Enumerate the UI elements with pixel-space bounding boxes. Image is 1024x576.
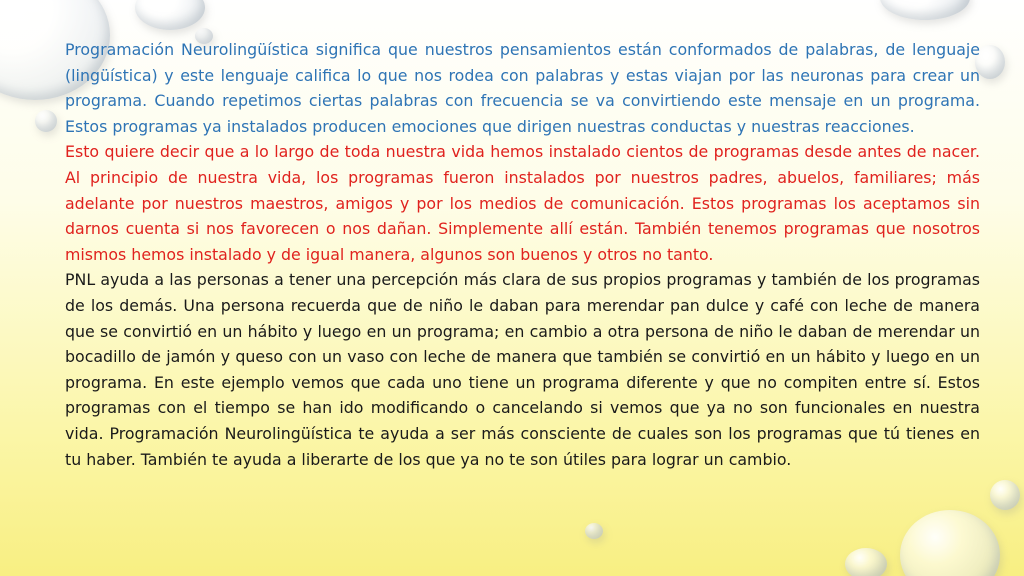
water-drop-decoration bbox=[35, 110, 57, 132]
water-drop-decoration bbox=[585, 523, 603, 539]
paragraph-programs-installed: Esto quiere decir que a lo largo de toda nuestra vida hemos instalado cientos de programas desde antes de nacer. Al principio de nuestra vida, los programas fueron instalados por nuestros padres, abuelos, familiares; más adelante por nuestros maestros, amigos y por los medios de comunicación. Estos programas los aceptamos sin darnos cuenta si nos favorecen o nos dañan. Simplemente allí están. También tenemos programas que nosotros mismos hemos instalado y de igual manera, algunos son buenos y otros no tanto. bbox=[65, 142, 980, 264]
paragraph-definition: Programación Neurolingüística significa que nuestros pensamientos están conformados de palabras, de lenguaje (lingüística) y este lenguaje califica lo que nos rodea con palabras y estas viajan por las neuronas para crear un programa. Cuando repetimos ciertas palabras con frecuencia se va convirtiendo este mensaje en un programa. Estos programas ya instalados producen emociones que dirigen nuestras conductas y nuestras reacciones. bbox=[65, 40, 980, 136]
paragraph-pnl-helps: PNL ayuda a las personas a tener una percepción más clara de sus propios programas y también de los programas de los demás. Una persona recuerda que de niño le daban para merendar pan dulce y café con leche de manera que se convirtió en un hábito y luego en un programa; en cambio a otra persona de niño le daban de merendar un bocadillo de jamón y queso con un vaso con leche de manera que también se convirtió en un hábito y luego en un programa. En este ejemplo vemos que cada uno tiene un programa diferente y que no compiten entre sí. Estos programas con el tiempo se han ido modificando o cancelando si vemos que ya no son funcionales en nuestra vida. Programación Neurolingüística te ayuda a ser más consciente de cuales son los programas que tú tienes en tu haber. También te ayuda a liberarte de los que ya no te son útiles para lograr un cambio. bbox=[65, 270, 980, 469]
water-drop-decoration bbox=[900, 510, 1000, 576]
body-text bbox=[65, 37, 980, 472]
water-drop-decoration bbox=[135, 0, 205, 30]
water-drop-decoration bbox=[880, 0, 970, 20]
water-drop-decoration bbox=[990, 480, 1020, 510]
water-drop-decoration bbox=[845, 548, 887, 576]
